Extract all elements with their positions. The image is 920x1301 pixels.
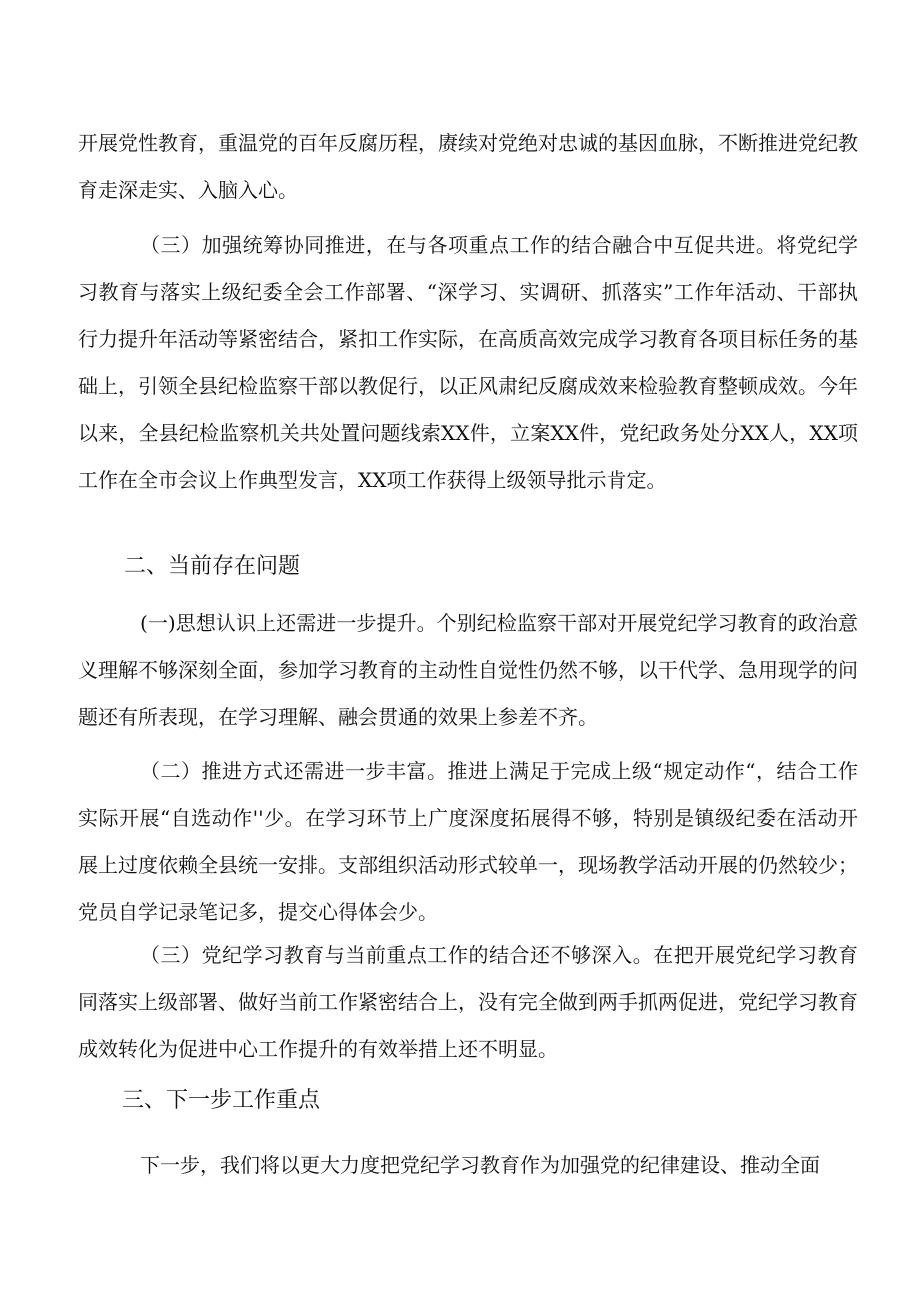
heading-current-problems: 二、当前存在问题 xyxy=(124,554,301,579)
paragraph-problem-integration: （三）党纪学习教育与当前重点工作的结合还不够深入。在把开展党纪学习教育同落实上级部署、做好当前工作紧密结合上，没有完全做到两手抓两促进，党纪学习教育成效转化为促进中心工作提升的有效举措上还不明显。 xyxy=(78,943,858,1061)
paragraph-problem-awareness: (一)思想认识上还需进一步提升。个别纪检监察干部对开展党纪学习教育的政治意义理解不够深刻全面，参加学习教育的主动性自觉性仍然不够，以干代学、急用现学的问题还有所表现，在学习理解、融会贯通的效果上参差不齐。 xyxy=(78,611,858,729)
paragraph-intro-continuation: 开展党性教育，重温党的百年反腐历程，赓续对党绝对忠诚的基因血脉，不断推进党纪教育走深走实、入脑入心。 xyxy=(78,131,858,202)
heading-next-steps: 三、下一步工作重点 xyxy=(122,1088,321,1113)
paragraph-problem-methods: （二）推进方式还需进一步丰富。推进上满足于完成上级“规定动作“，结合工作实际开展“自选动作''少。在学习环节上广度深度拓展得不够，特别是镇级纪委在活动开展上过度依赖全县统一安排。支部组织活动形式较单一，现场教学活动开展的仍然较少；党员自学记录笔记多，提交心得体会少。 xyxy=(78,759,858,924)
paragraph-next-steps: 下一步，我们将以更大力度把党纪学习教育作为加强党的纪律建设、推动全面 xyxy=(140,1153,820,1177)
paragraph-section-three-coordination: （三）加强统筹协同推进，在与各项重点工作的结合融合中互促共进。将党纪学习教育与落实上级纪委全会工作部署、“深学习、实调研、抓落实”工作年活动、干部执行力提升年活动等紧密结合，紧扣工作实际，在高质高效完成学习教育各项目标任务的基础上，引领全县纪检监察干部以教促行，以正风肃纪反腐成效来检验教育整顿成效。今年以来，全县纪检监察机关共处置问题线索XX件，立案XX件，党纪政务处分XX人，XX项工作在全市会议上作典型发言，XX项工作获得上级领导批示肯定。 xyxy=(78,233,858,492)
